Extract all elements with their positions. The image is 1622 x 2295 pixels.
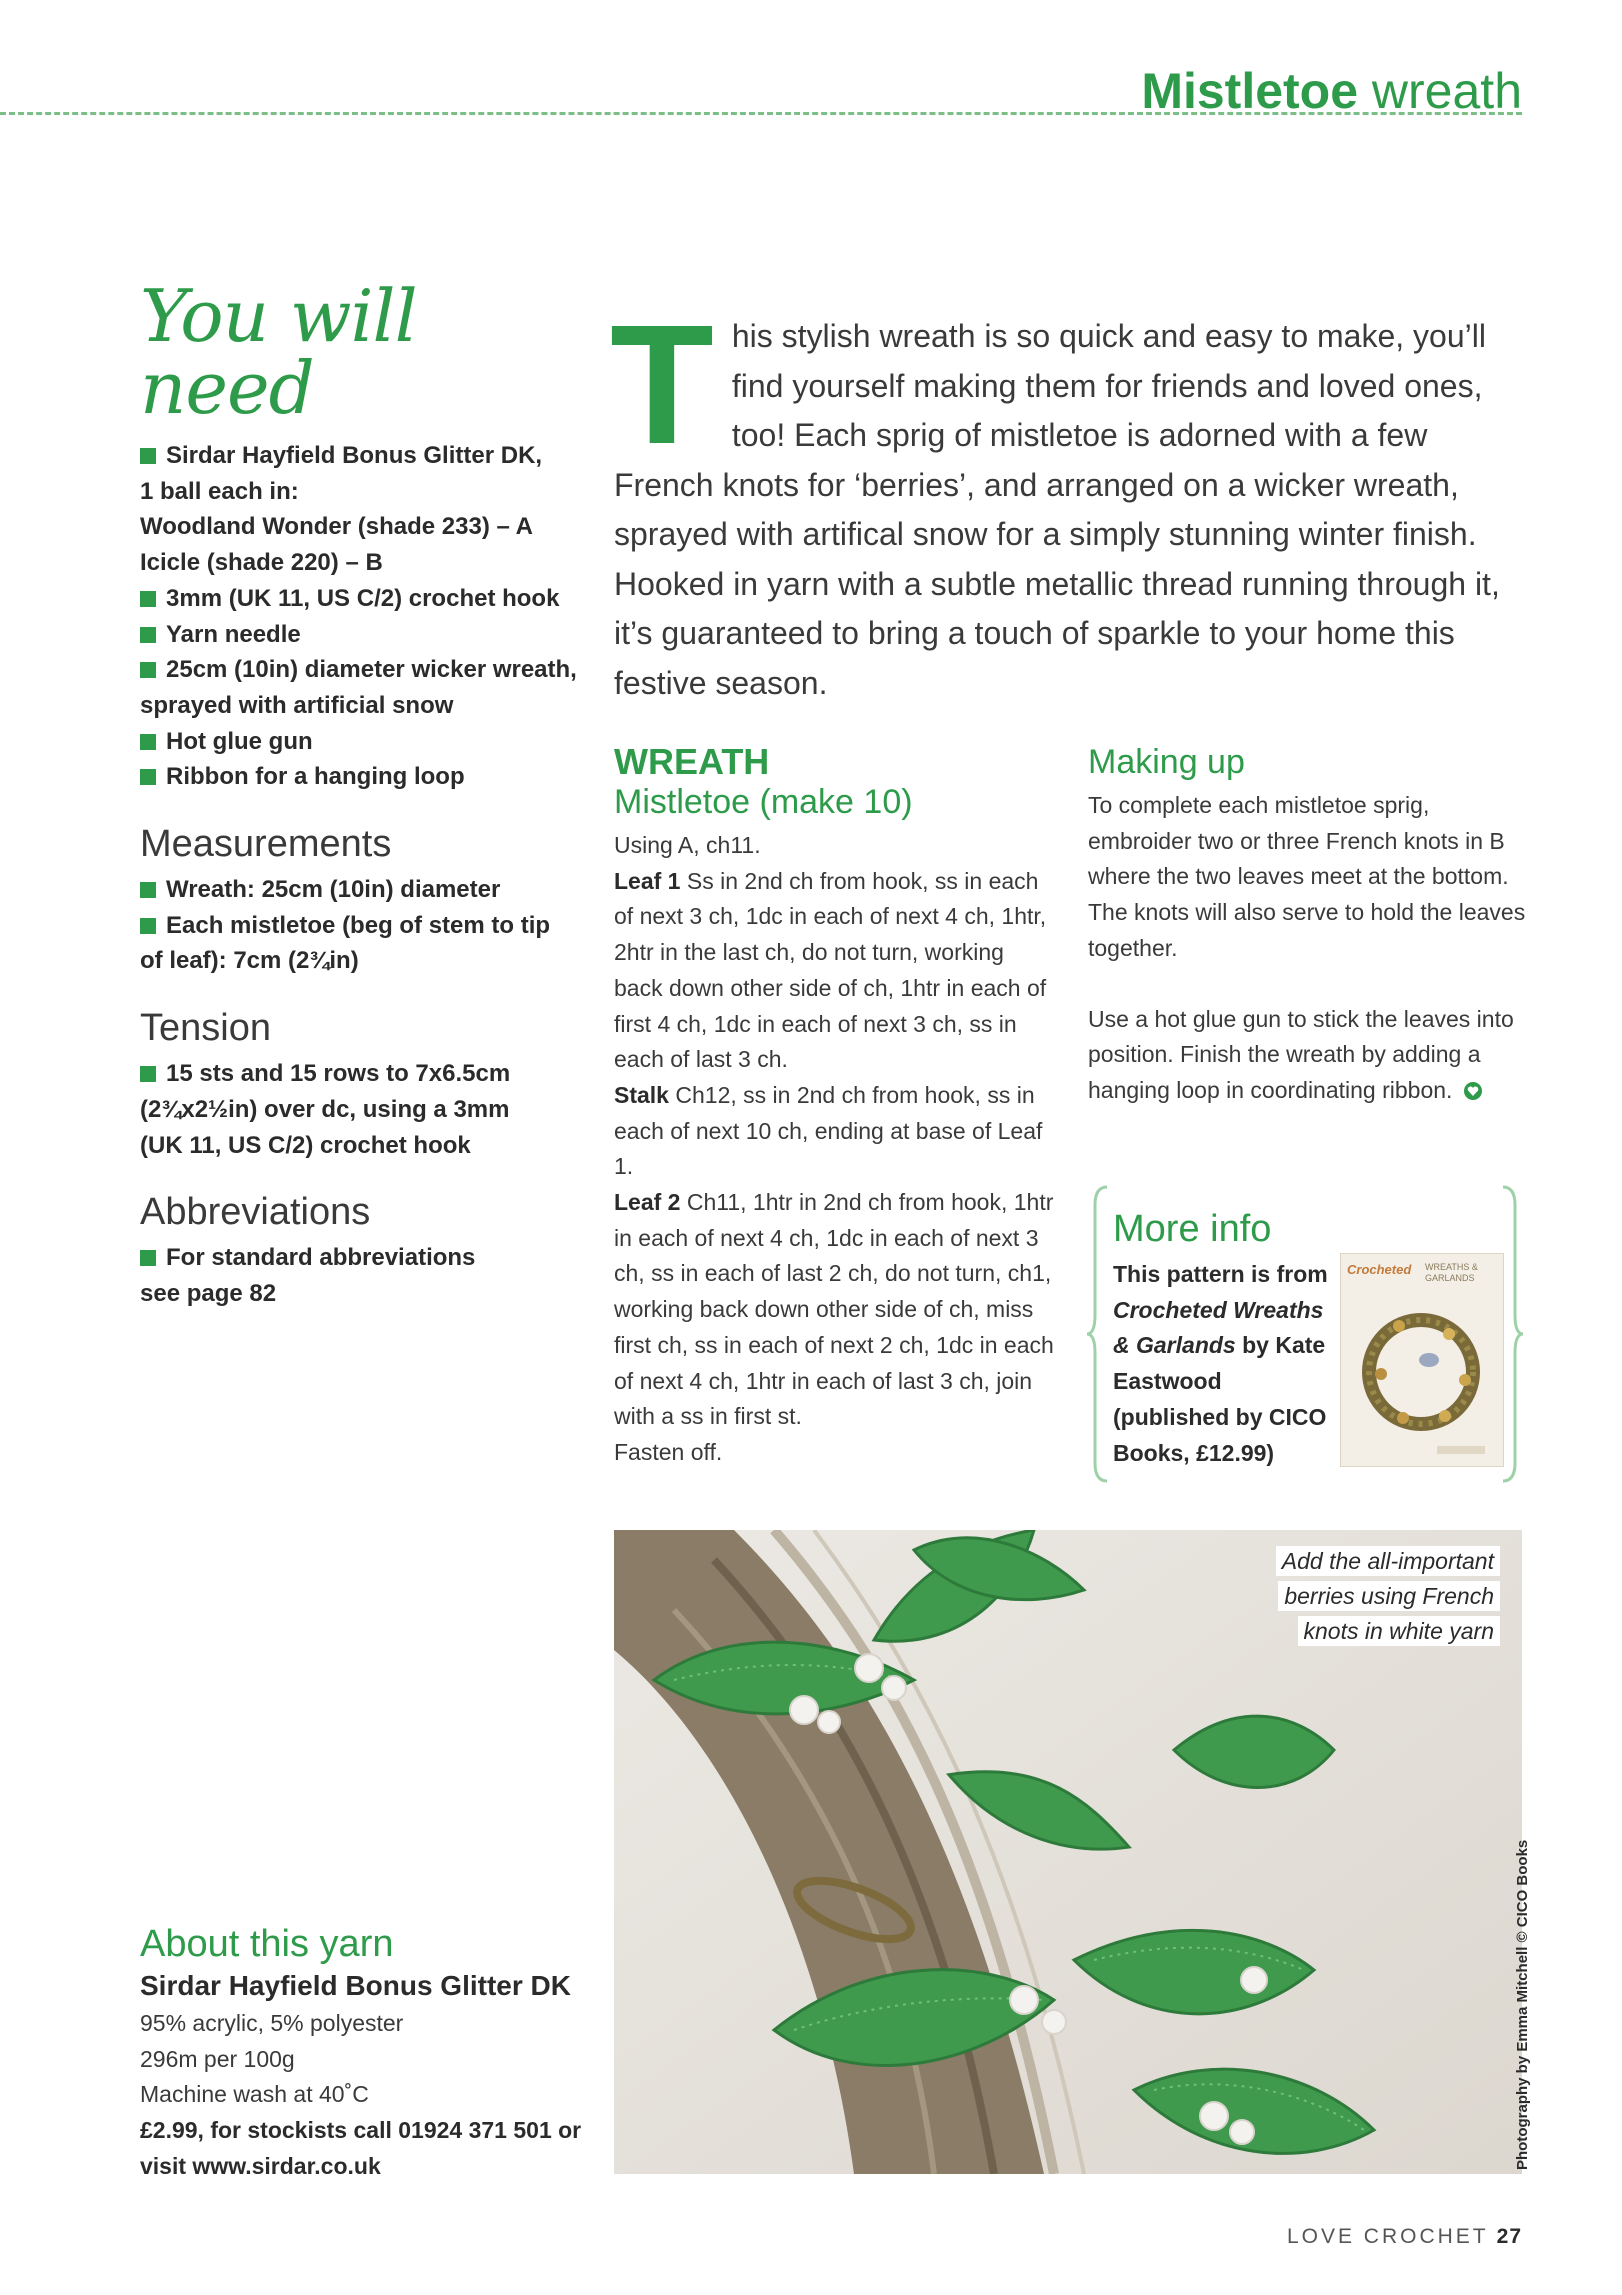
list-item-line: For standard abbreviations (166, 1244, 476, 1272)
measurements-heading: Measurements (140, 823, 392, 866)
pattern-body (614, 828, 1054, 1471)
tension-list (140, 1056, 580, 1163)
leaf1-text: Ss in 2nd ch from hook, ss in each of next 3 ch, 1dc in each of next 4 ch, 1htr, 2htr in the last ch, do not turn, working back down other side of ch, 1htr in each of first 4 ch, 1dc in each of next 3 ch, ss in each of last 3 ch. (614, 867, 1047, 1073)
wreath-heading: WREATH (614, 741, 770, 782)
list-item-line: Icicle (shade 220) – B (140, 549, 383, 577)
list-item-line: Yarn needle (166, 620, 301, 648)
bullet-square-icon (140, 734, 156, 750)
list-item-line: Wreath: 25cm (10in) diameter (166, 876, 501, 904)
page-footer (1287, 2225, 1522, 2249)
about-yarn-heading: About this yarn (140, 1923, 394, 1965)
intro-paragraph (610, 290, 1526, 708)
yarn-name: Sirdar Hayfield Bonus Glitter DK (140, 1970, 571, 2001)
magazine-name: LOVE CROCHET (1286, 2225, 1489, 2248)
intro-text: his stylish wreath is so quick and easy to make, you’ll find yourself making them for friends and loved ones, too! Each sprig of mistletoe is adorned with a few French knots for ‘berries’, and arranged on a wicker wreath, sprayed with artifical snow for a simply stunning winter finish. Hooked in yarn with a subtle metallic thread running through it, it’s guaranteed to bring a touch of sparkle to your home this festive season. (614, 318, 1500, 701)
bullet-square-icon (140, 1250, 156, 1266)
more-info-body (1113, 1257, 1343, 1471)
leaf2-text: Ch11, 1htr in 2nd ch from hook, 1htr in each of next 4 ch, 1dc in each of next 3 ch, ss in each of last 2 ch, do not turn, ch1, working back down other side of ch, miss first ch, ss in each of next 2 ch, 1dc in each of next 4 ch, 1htr in each of last 3 ch, join with a ss in first st. (614, 1189, 1054, 1430)
more-info-pre: This pattern is from (1113, 1261, 1328, 1287)
list-item-line: sprayed with artificial snow (140, 691, 454, 719)
bullet-square-icon (140, 769, 156, 785)
book-cover-subtitle: WREATHS & GARLANDS (1425, 1262, 1478, 1283)
title-bold: Mistletoe (1141, 63, 1359, 119)
book-cover-image (1340, 1253, 1504, 1467)
bullet-square-icon (140, 882, 156, 898)
making-up-para-2 (1088, 1002, 1528, 1109)
list-item-line: (UK 11, US C/2) crochet hook (140, 1131, 471, 1159)
list-item (140, 1056, 580, 1163)
you-will-need-list (140, 438, 580, 795)
bullet-square-icon (140, 591, 156, 607)
list-item-line: Hot glue gun (166, 727, 313, 755)
bullet-square-icon (140, 627, 156, 643)
stalk-step (614, 1078, 1054, 1185)
list-item-line: Ribbon for a hanging loop (166, 763, 465, 791)
yarn-length: 296m per 100g (140, 2045, 295, 2072)
caption-line-3: knots in white yarn (1298, 1616, 1500, 1646)
list-item (140, 908, 580, 979)
list-item-line: 25cm (10in) diameter wicker wreath, (166, 656, 577, 684)
list-item-line: Sirdar Hayfield Bonus Glitter DK, (166, 442, 543, 469)
list-item (140, 652, 580, 723)
list-item-line: 3mm (UK 11, US C/2) crochet hook (166, 584, 560, 612)
list-item (140, 759, 580, 795)
mistletoe-subheading: Mistletoe (make 10) (614, 783, 913, 821)
list-item-line: 15 sts and 15 rows to 7x6.5cm (166, 1060, 511, 1088)
making-up-para-1: To complete each mistletoe sprig, embroider two or three French knots in B where the two leaves meet at the bottom. The knots will also serve to hold the leaves together. (1088, 792, 1526, 961)
book-title: Crocheted Wreaths & Garlands (1113, 1296, 1324, 1359)
drop-cap: T (610, 290, 714, 480)
left-brace-icon (1085, 1185, 1111, 1483)
list-item-line: see page 82 (140, 1279, 277, 1307)
bullet-square-icon (140, 1066, 156, 1082)
title-rest: wreath (1371, 63, 1522, 119)
list-item (140, 438, 580, 581)
yarn-fibre: 95% acrylic, 5% polyester (140, 2010, 404, 2036)
yarn-price-stockists: £2.99, for stockists call 01924 371 501 or visit www.sirdar.co.uk (140, 2117, 582, 2179)
list-item (140, 872, 580, 908)
more-info-post: by Kate Eastwood (published by CICO Books, £12.99) (1113, 1332, 1327, 1466)
you-will-need-heading: You will need (140, 274, 417, 430)
stalk-label: Stalk (614, 1081, 669, 1108)
about-yarn-section (140, 1922, 600, 2185)
bullet-square-icon (140, 662, 156, 678)
leaf1-label: Leaf 1 (614, 867, 681, 894)
materials-column (140, 274, 580, 1312)
bullet-square-icon (140, 448, 156, 464)
header-divider (0, 112, 1522, 115)
making-up-heading: Making up (1088, 743, 1245, 781)
using-line: Using A, ch11. (614, 832, 761, 858)
list-item (140, 724, 580, 760)
caption-line-2: berries using French (1278, 1581, 1500, 1611)
photo-credit: Photography by Emma Mitchell © CICO Books (1514, 1839, 1531, 2170)
end-mark-heart-icon (1463, 1081, 1483, 1101)
abbreviations-heading: Abbreviations (140, 1191, 371, 1234)
more-info-text (1113, 1207, 1343, 1471)
list-item (140, 581, 580, 617)
more-info-box (1085, 1185, 1525, 1483)
stalk-text: Ch12, ss in 2nd ch from hook, ss in each of next 10 ch, ending at base of Leaf 1. (614, 1081, 1043, 1180)
fasten-off: Fasten off. (614, 1438, 723, 1465)
caption-line-1: Add the all-important (1276, 1546, 1500, 1576)
more-info-heading: More info (1113, 1208, 1272, 1250)
leaf2-label: Leaf 2 (614, 1189, 681, 1216)
tension-heading: Tension (140, 1007, 271, 1050)
bullet-square-icon (140, 918, 156, 934)
list-item (140, 1240, 580, 1311)
list-item-line: Each mistletoe (beg of stem to tip (166, 911, 551, 939)
yarn-care: Machine wash at 40˚C (140, 2081, 369, 2108)
list-item-line: Woodland Wonder (shade 233) – A (140, 513, 533, 541)
abbreviations-list (140, 1240, 580, 1311)
making-up-para-2-text: Use a hot glue gun to stick the leaves into position. Finish the wreath by adding a hanging loop in coordinating ribbon. (1088, 1005, 1514, 1103)
photo-caption (1276, 1544, 1500, 1649)
list-item (140, 617, 580, 653)
making-up-section (1088, 742, 1528, 1109)
pattern-instructions (614, 742, 1054, 1471)
list-item-line: (2¾x2½in) over dc, using a 3mm (140, 1095, 510, 1123)
book-wreath-illustration (1341, 1254, 1503, 1466)
mistletoe-photo (614, 1530, 1522, 2174)
leaf2-step (614, 1185, 1054, 1435)
book-cover-title: Crocheted (1347, 1262, 1412, 1277)
page-number: 27 (1496, 2225, 1522, 2248)
list-item-line: 1 ball each in: (140, 477, 299, 505)
leaf1-step (614, 864, 1054, 1078)
measurements-list (140, 872, 580, 979)
list-item-line: of leaf): 7cm (2¾in) (140, 947, 359, 975)
